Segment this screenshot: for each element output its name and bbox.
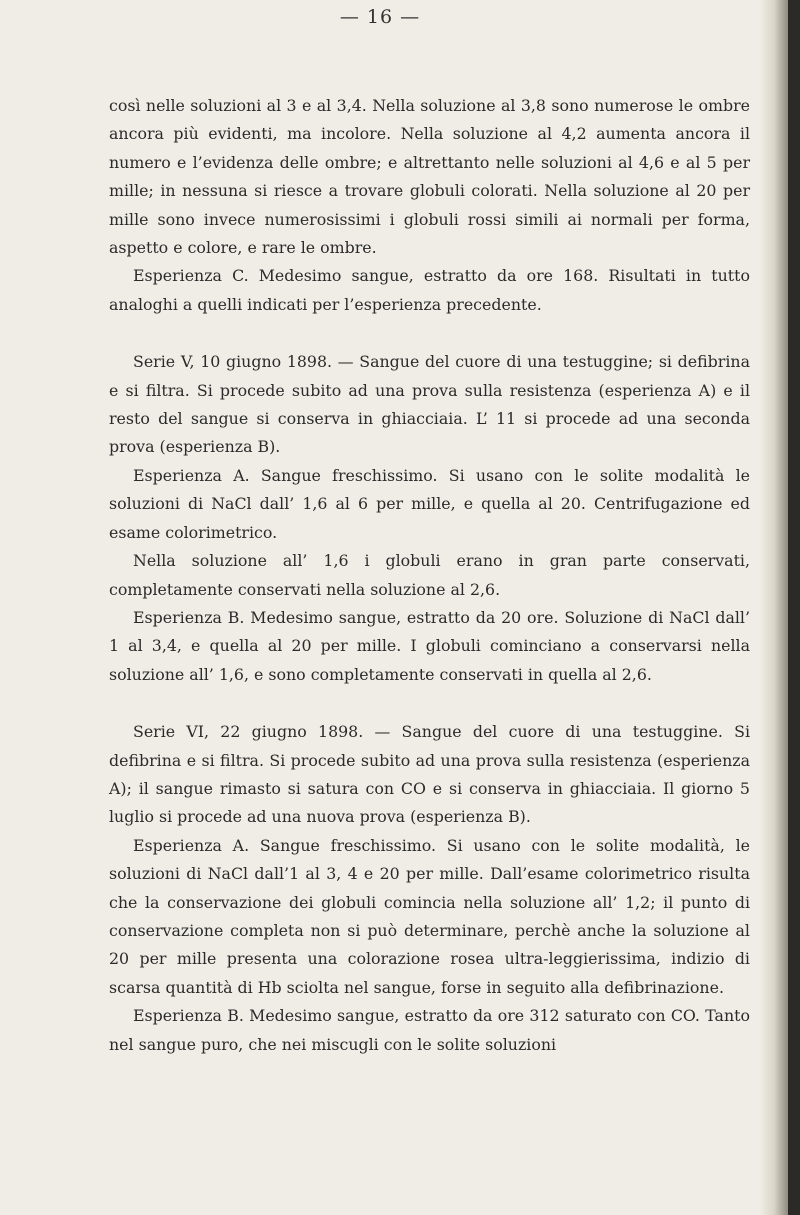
paragraph-7: Serie VI, 22 giugno 1898. — Sangue del cuore di una testuggine. Si defibrina e si filtra. Si procede subito ad una prova sulla resistenza (esperienza A); il sangue rimasto si satura con CO e si conserva in ghiacciaia. Il giorno 5 luglio si procede ad una nuova prova (esperienza B). — [109, 722, 750, 827]
paragraph-5: Nella soluzione all’ 1,6 i globuli erano in gran parte conservati, completamente conservati nella soluzione al 2,6. — [109, 551, 750, 599]
page-edge-shadow — [760, 0, 800, 1215]
paragraph-2: Esperienza C. Medesimo sangue, estratto da ore 168. Risultati in tutto analoghi a quelli indicati per l’esperienza precedente. — [109, 266, 750, 314]
paragraph-3: Serie V, 10 giugno 1898. — Sangue del cuore di una testuggine; si defibrina e si filtra. Si procede subito ad una prova sulla resistenza (esperienza A) e il resto del sangue si conserva in ghiacciaia. L’ 11 si procede ad una seconda prova (esperienza B). — [109, 352, 750, 457]
paragraph-1: così nelle soluzioni al 3 e al 3,4. Nella soluzione al 3,8 sono numerose le ombre ancora più evidenti, ma incolore. Nella soluzione al 4,2 aumenta ancora il numero e l’evidenza delle ombre; e altrettanto nelle soluzioni al 4,6 e al 5 per mille; in nessuna si riesce a trovare globuli colorati. Nella soluzione al 20 per mille sono invece numerosissimi i globuli rossi simili ai normali per forma, aspetto e colore, e rare le ombre. — [109, 96, 750, 258]
paragraph-8: Esperienza A. Sangue freschissimo. Si usano con le solite modalità, le soluzioni di NaCl dall’1 al 3, 4 e 20 per mille. Dall’esame colorimetrico risulta che la conservazione dei globuli comincia nella soluzione all’ 1,2; il punto di conservazione completa non si può determinare, perchè anche la soluzione al 20 per mille presenta una colorazione rosea ultra-leggierissima, indizio di scarsa quantità di Hb sciolta nel sangue, forse in seguito alla defibrinazione. — [109, 835, 750, 997]
paragraph-9: Esperienza B. Medesimo sangue, estratto da ore 312 saturato con CO. Tanto nel sangue puro, che nei miscugli con le solite soluzioni — [109, 1006, 750, 1054]
paragraph-6: Esperienza B. Medesimo sangue, estratto da 20 ore. Soluzione di NaCl dall’ 1 al 3,4, e quella al 20 per mille. I globuli cominciano a conservarsi nella soluzione all’ 1,6, e sono completamente conservati in quella al 2,6. — [109, 607, 750, 684]
paragraph-4: Esperienza A. Sangue freschissimo. Si usano con le solite modalità le soluzioni di NaCl dall’ 1,6 al 6 per mille, e quella al 20. Centrifugazione ed esame colorimetrico. — [109, 465, 750, 542]
page-edge-dark — [788, 0, 800, 1215]
page-number: — 16 — — [339, 6, 421, 28]
page-body — [109, 92, 750, 1059]
